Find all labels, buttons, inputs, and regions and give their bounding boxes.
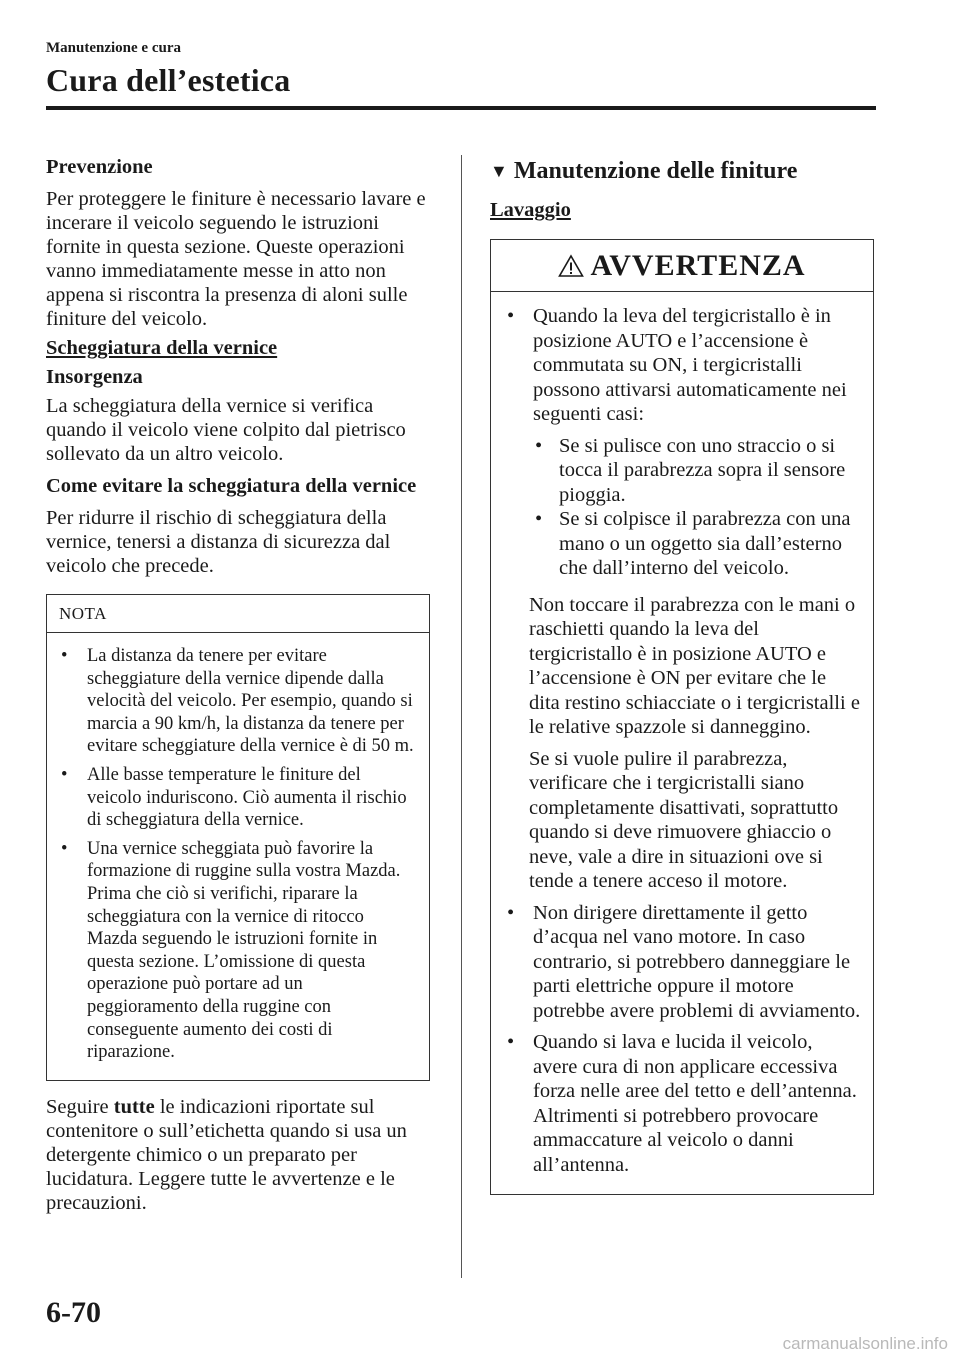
warning-paragraph: Se si vuole pulire il parabrezza, verificare che i tergicristalli siano completamente disattivati, soprattutto quando si deve rimuovere ghiaccio o neve, vale a dire in situazioni ove si tende a tenere acceso il motore. bbox=[529, 747, 839, 892]
page-number: 6-70 bbox=[46, 1296, 101, 1329]
bullet-icon: • bbox=[61, 764, 68, 785]
warning-sub-text: Se si colpisce il parabrezza con una mano o un oggetto sia dall’esterno che dall’interno del veicolo. bbox=[559, 508, 851, 579]
nota-item bbox=[59, 764, 415, 832]
bullet-icon: • bbox=[535, 434, 543, 457]
insorgenza-text: La scheggiatura della vernice si verifica quando il veicolo viene colpito dal pietrisco sollevato da un altro veicolo. bbox=[46, 395, 406, 465]
seguire-bold: tutte bbox=[113, 1095, 155, 1118]
warning-item bbox=[503, 1030, 861, 1177]
nota-box bbox=[46, 594, 430, 1081]
left-column bbox=[46, 155, 432, 1215]
seguire-post: le indicazioni riportate sul contenitore o sull’etichetta quando si usa un detergente chimico o un preparato per lucidatura. Leggere tutte le avvertenze e le precauzioni. bbox=[46, 1095, 407, 1214]
warning-icon bbox=[558, 254, 584, 278]
warning-label: AVVERTENZA bbox=[590, 248, 806, 282]
right-column bbox=[490, 155, 875, 1195]
warning-paragraph: Non toccare il parabrezza con le mani o raschietti quando la leva del tergicristallo è in posizione AUTO e l’accensione è ON per evitare che le dita restino schiacciate o i tergicristalli e le relative spazzole si danneggino. bbox=[529, 593, 860, 738]
warning-item-text: Quando si lava e lucida il veicolo, avere cura di non applicare eccessiva forza nelle aree del tetto e dell’antenna. Altrimenti si potrebbero provocare ammaccature al veicolo o danni all’antenna. bbox=[533, 1031, 857, 1176]
finiture-section-heading bbox=[490, 155, 875, 187]
warning-body bbox=[491, 292, 873, 1194]
triangle-down-icon: ▼ bbox=[490, 160, 508, 181]
bullet-icon: • bbox=[507, 901, 515, 924]
warning-sub-item bbox=[529, 434, 861, 508]
watermark: carmanualsonline.info bbox=[782, 1334, 948, 1353]
warning-item bbox=[503, 304, 861, 427]
warning-item bbox=[503, 901, 861, 1024]
bullet-icon: • bbox=[507, 1031, 515, 1053]
prevenzione-heading: Prevenzione bbox=[46, 156, 153, 178]
warning-header bbox=[491, 240, 873, 292]
nota-body bbox=[47, 633, 429, 1080]
insorgenza-heading: Insorgenza bbox=[46, 366, 143, 388]
evitare-text: Per ridurre il rischio di scheggiatura della vernice, tenersi a distanza di sicurezza dal veicolo che precede. bbox=[46, 507, 391, 577]
page-title: Cura dell’estetica bbox=[46, 62, 291, 98]
lavaggio-heading: Lavaggio bbox=[490, 199, 571, 221]
seguire-text bbox=[46, 1095, 432, 1215]
warning-box bbox=[490, 239, 874, 1195]
bullet-icon: • bbox=[535, 508, 543, 530]
warning-sub-item bbox=[529, 507, 861, 581]
nota-label: NOTA bbox=[47, 595, 429, 633]
nota-item-text: Una vernice scheggiata può favorire la formazione di ruggine sulla vostra Mazda. Prima che ciò si verifichi, riparare la scheggiatura con la vernice di ritocco Mazda seguendo le istruzioni fornite in questa sezione. L’omissione di questa operazione può portare ad un peggioramento della ruggine con conseguente aumento dei costi di riparazione. bbox=[87, 838, 401, 1063]
nota-item bbox=[59, 838, 415, 1064]
nota-item bbox=[59, 645, 415, 758]
warning-item-text: Non dirigere direttamente il getto d’acqua nel vano motore. In caso contrario, si potrebbero danneggiare le parti elettriche oppure il motore potrebbe avere problemi di avviamento. bbox=[533, 901, 861, 1022]
scheggiatura-heading: Scheggiatura della vernice bbox=[46, 337, 278, 359]
evitare-heading: Come evitare la scheggiatura della vernice bbox=[46, 475, 417, 497]
bullet-icon: • bbox=[507, 305, 515, 327]
column-divider bbox=[461, 155, 462, 1278]
nota-item-text: Alle basse temperature le finiture del veicolo induriscono. Ciò aumenta il rischio di scheggiatura della vernice. bbox=[87, 764, 407, 831]
finiture-heading-text: Manutenzione delle finiture bbox=[513, 157, 798, 184]
warning-sub-text: Se si pulisce con uno straccio o si tocca il parabrezza sopra il sensore pioggia. bbox=[559, 434, 846, 506]
seguire-pre: Seguire bbox=[46, 1095, 114, 1118]
title-rule bbox=[46, 106, 876, 110]
section-label: Manutenzione e cura bbox=[46, 40, 181, 56]
bullet-icon: • bbox=[61, 838, 68, 859]
warning-item-text: Quando la leva del tergicristallo è in posizione AUTO e l’accensione è commutata su ON, i tergicristalli possono attivarsi automaticamente nei seguenti casi: bbox=[533, 305, 847, 425]
nota-item-text: La distanza da tenere per evitare scheggiature della vernice dipende dalla velocità del veicolo. Per esempio, quando si marcia a 90 km/h, la distanza da tenere per evitare scheggiature della vernice è di 50 m. bbox=[87, 646, 414, 757]
bullet-icon: • bbox=[61, 646, 68, 666]
prevenzione-text: Per proteggere le finiture è necessario lavare e incerare il veicolo seguendo le istruzioni fornite in questa sezione. Queste operazioni vanno immediatamente messe in atto non appena si riscontra la presenza di aloni sulle finiture del veicolo. bbox=[46, 188, 426, 330]
